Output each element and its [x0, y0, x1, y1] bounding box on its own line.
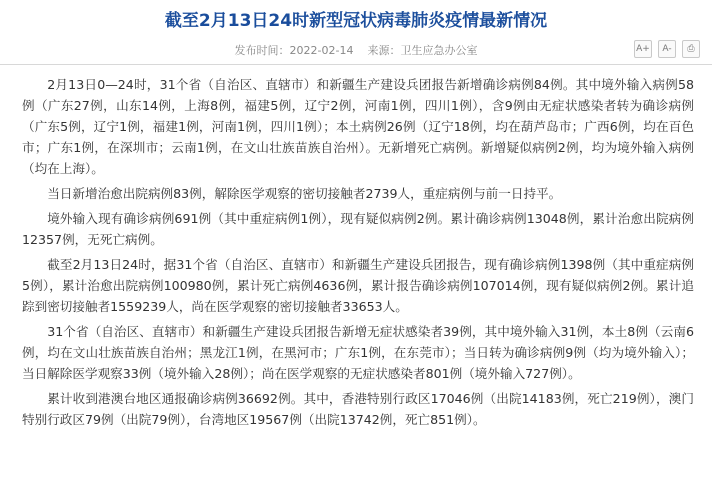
paragraph: 截至2月13日24时，据31个省（自治区、直辖市）和新疆生产建设兵团报告，现有确诊病例1398例（其中重症病例5例），累计治愈出院病例100980例，累计死亡病例4636例，累计报告确诊病例107014例，现有疑似病例2例。累计追踪到密切接触者1559239人，尚在医学观察的密切接触者33653人。: [22, 257, 694, 314]
source-name: 卫生应急办公室: [400, 44, 478, 57]
paragraph: 2月13日0—24时，31个省（自治区、直辖市）和新疆生产建设兵团报告新增确诊病例84例。其中境外输入病例58例（广东27例，山东14例，上海8例，福建5例，辽宁2例，河南1例，四川1例），含9例由无症状感染者转为确诊病例（广东5例，辽宁1例，福建1例，河南1例，四川1例）；本土病例26例（辽宁18例，均在葫芦岛市；广西6例，均在百色市；广东1例，在深圳市；云南1例，在文山壮族苗族自治州）。无新增死亡病例。新增疑似病例2例，均为境外输入病例（均在上海）。: [22, 77, 694, 176]
article-tools: [634, 40, 700, 58]
article-body: [22, 74, 694, 434]
article-meta: [0, 43, 712, 59]
paragraph: 当日新增治愈出院病例83例，解除医学观察的密切接触者2739人，重症病例与前一日持平。: [47, 186, 562, 201]
paragraph: 累计收到港澳台地区通报确诊病例36692例。其中，香港特别行政区17046例（出院14183例，死亡219例），澳门特别行政区79例（出院79例），台湾地区19567例（出院13742例，死亡851例）。: [22, 391, 694, 427]
publish-label: 发布时间：: [234, 44, 290, 57]
paragraph: 31个省（自治区、直辖市）和新疆生产建设兵团报告新增无症状感染者39例，其中境外输入31例，本土8例（云南6例，均在文山壮族苗族自治州；黑龙江1例，在黑河市；广东1例，在东莞市）；当日转为确诊病例9例（均为境外输入）；当日解除医学观察33例（境外输入28例）；尚在医学观察的无症状感染者801例（境外输入727例）。: [22, 324, 694, 381]
print-icon[interactable]: ⎙: [682, 40, 700, 58]
font-smaller-button[interactable]: A-: [658, 40, 676, 58]
font-larger-button[interactable]: A+: [634, 40, 652, 58]
article-title: 截至2月13日24时新型冠状病毒肺炎疫情最新情况: [164, 11, 548, 31]
paragraph: 境外输入现有确诊病例691例（其中重症病例1例），现有疑似病例2例。累计确诊病例13048例，累计治愈出院病例12357例，无死亡病例。: [22, 211, 694, 247]
article-meta-bar: [0, 38, 712, 65]
source-label: 来源：: [367, 44, 401, 57]
publish-date: 2022-02-14: [289, 44, 354, 57]
